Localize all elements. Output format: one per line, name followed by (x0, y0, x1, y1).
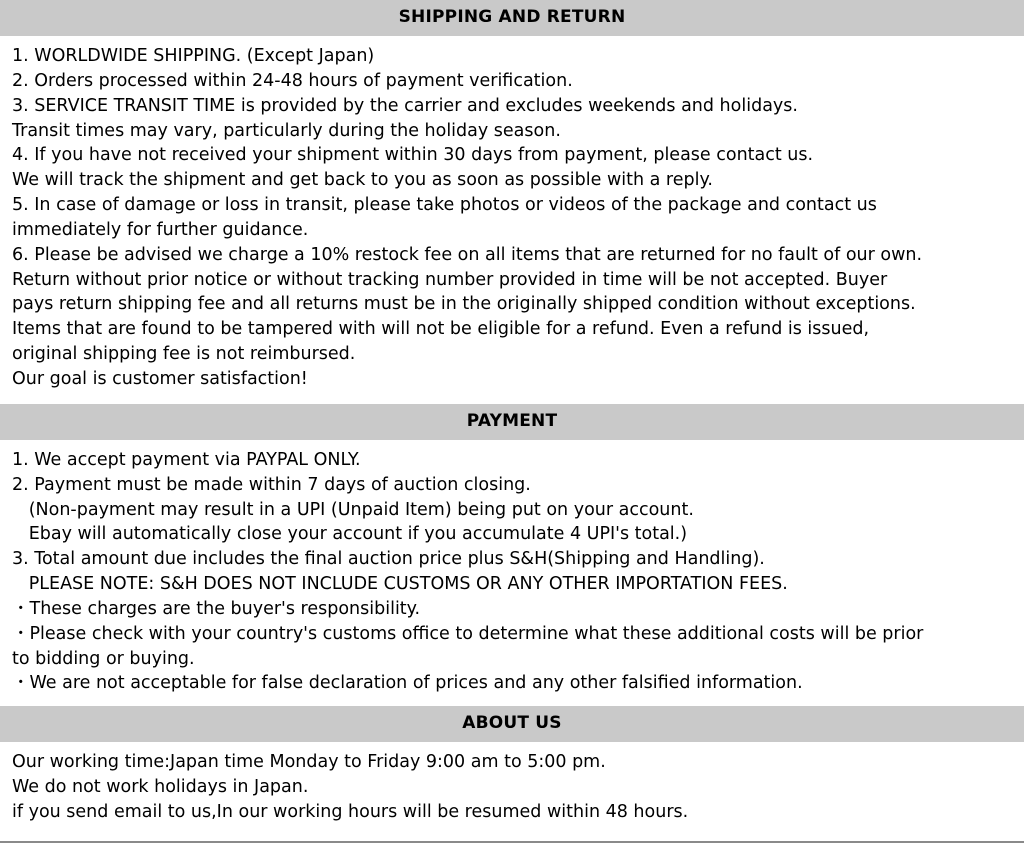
section-body-shipping-and-return (0, 36, 1024, 398)
policy-line: PLEASE NOTE: S&H DOES NOT INCLUDE CUSTOMS OR ANY OTHER IMPORTATION FEES. (12, 574, 788, 595)
policy-line: 2. Orders processed within 24-48 hours of payment verification. (12, 70, 573, 91)
policy-line: (Non-payment may result in a UPI (Unpaid Item) being put on your account. (12, 499, 694, 520)
policy-line: 3. Total amount due includes the final auction price plus S&H(Shipping and Handling). (12, 549, 765, 570)
section-shipping-and-return (0, 0, 1024, 398)
policy-line: ・Please check with your country's customs office to determine what these additional costs will be prior (12, 623, 924, 644)
section-header-shipping-and-return: SHIPPING AND RETURN (0, 0, 1024, 36)
policy-line: Ebay will automatically close your account if you accumulate 4 UPI's total.) (12, 524, 688, 545)
policy-line: 3. SERVICE TRANSIT TIME is provided by the carrier and excludes weekends and holidays. (12, 95, 798, 116)
policy-line: Our goal is customer satisfaction! (12, 368, 308, 389)
policy-line: ・These charges are the buyer's responsibility. (12, 598, 421, 619)
policy-line: if you send email to us,In our working hours will be resumed within 48 hours. (12, 801, 689, 822)
policy-line: We do not work holidays in Japan. (12, 777, 309, 798)
policy-line: ・We are not acceptable for false declaration of prices and any other falsified information. (12, 673, 803, 694)
policy-line: pays return shipping fee and all returns must be in the originally shipped condition without exceptions. (12, 294, 916, 315)
policy-line: immediately for further guidance. (12, 219, 309, 240)
section-about-us (0, 706, 1024, 831)
policy-line: Transit times may vary, particularly during the holiday season. (12, 120, 561, 141)
policy-line: Return without prior notice or without tracking number provided in time will be not accepted. Buyer (12, 269, 888, 290)
section-body-about-us (0, 742, 1024, 831)
policy-line: 5. In case of damage or loss in transit, please take photos or videos of the package and contact us (12, 195, 877, 216)
policy-line: We will track the shipment and get back to you as soon as possible with a reply. (12, 170, 713, 191)
policy-line: 1. WORLDWIDE SHIPPING. (Except Japan) (12, 46, 375, 66)
section-header-about-us: ABOUT US (0, 706, 1024, 742)
policy-line: 4. If you have not received your shipment within 30 days from payment, please contact us. (12, 145, 814, 166)
policy-line: to bidding or buying. (12, 648, 195, 669)
policy-line: 2. Payment must be made within 7 days of auction closing. (12, 474, 531, 495)
section-header-payment: PAYMENT (0, 404, 1024, 440)
section-body-payment (0, 440, 1024, 702)
policy-line: original shipping fee is not reimbursed. (12, 344, 356, 365)
section-payment (0, 404, 1024, 702)
policy-line: 6. Please be advised we charge a 10% restock fee on all items that are returned for no fault of our own. (12, 244, 923, 265)
policy-line: Our working time:Japan time Monday to Friday 9:00 am to 5:00 pm. (12, 752, 606, 773)
policy-line: Items that are found to be tampered with will not be eligible for a refund. Even a refund is issued, (12, 319, 870, 340)
policy-line: 1. We accept payment via PAYPAL ONLY. (12, 449, 361, 470)
